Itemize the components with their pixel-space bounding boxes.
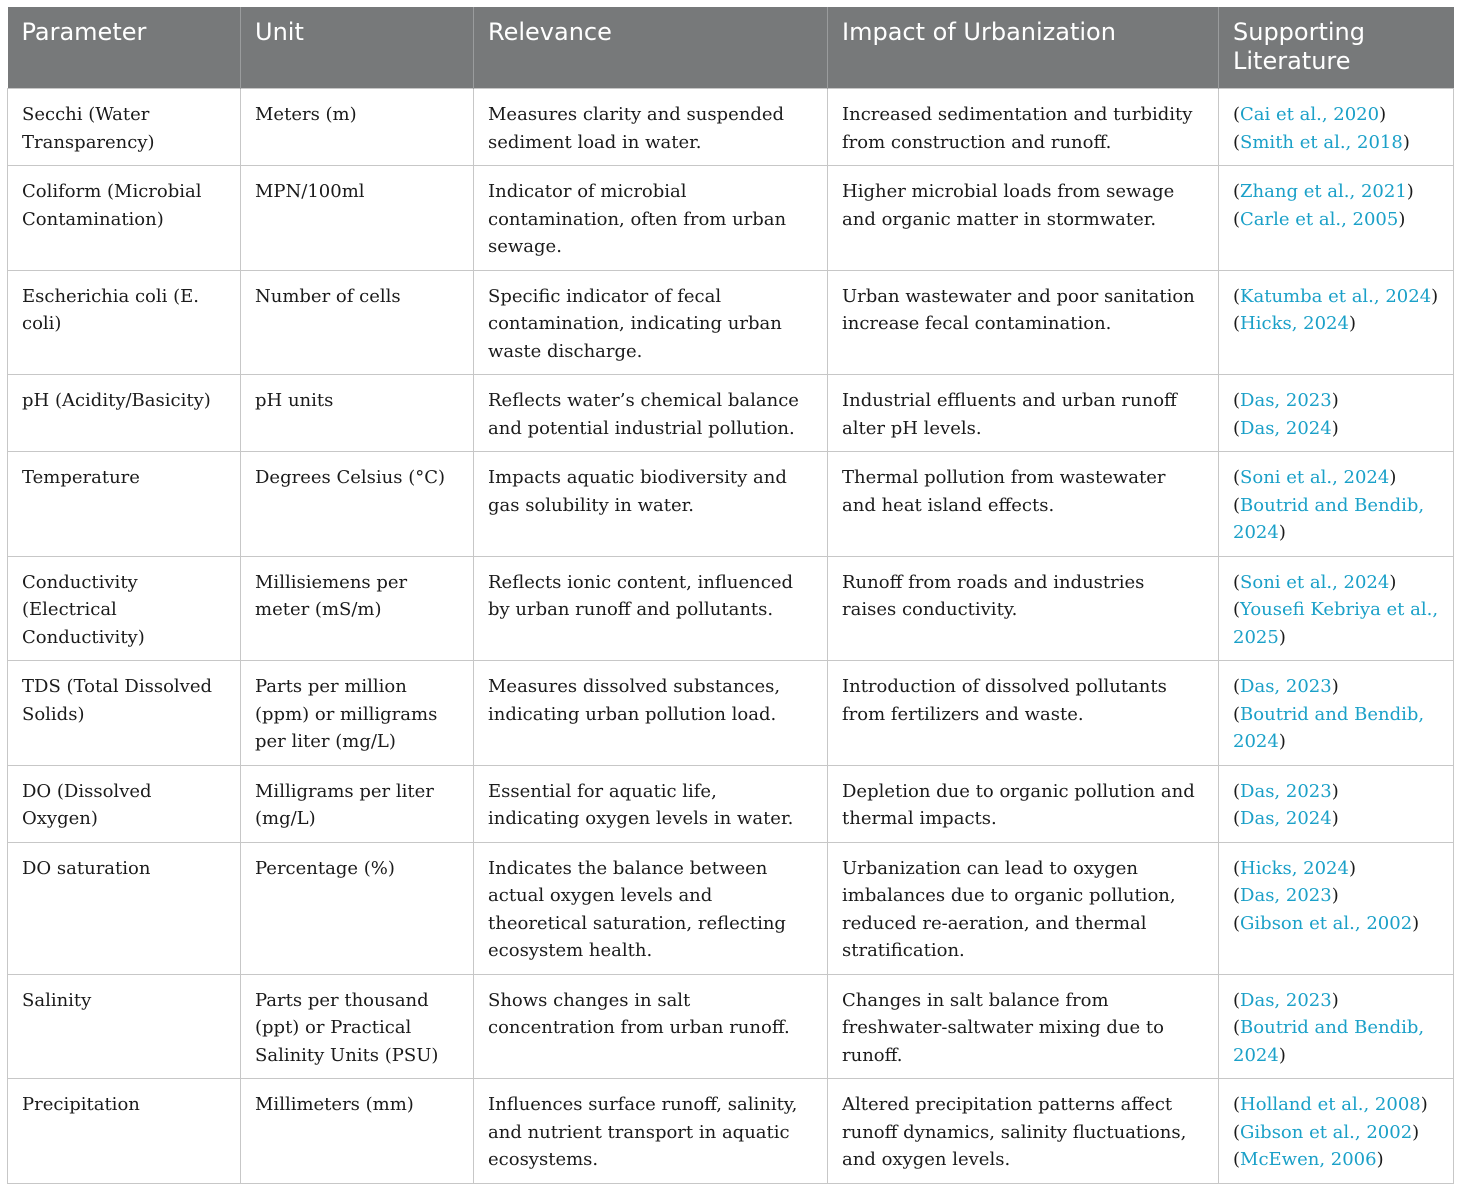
- relevance-cell: Essential for aquatic life, indicating oxygen levels in water.: [474, 765, 828, 842]
- impact-cell: Higher microbial loads from sewage and organic matter in stormwater.: [828, 166, 1219, 271]
- impact-cell: Urbanization can lead to oxygen imbalances due to organic pollution, reduced re-aeration, and thermal stratification.: [828, 842, 1219, 974]
- citation-link[interactable]: Soni et al., 2024: [1240, 467, 1390, 488]
- literature-cell: (Das, 2023) (Das, 2024): [1219, 765, 1454, 842]
- unit-cell: Milligrams per liter (mg/L): [241, 765, 474, 842]
- relevance-cell: Reflects ionic content, influenced by urban runoff and pollutants.: [474, 556, 828, 661]
- citation-link[interactable]: Katumba et al., 2024: [1240, 285, 1432, 307]
- header-impact: Impact of Urbanization: [828, 7, 1219, 89]
- citation-link[interactable]: Das, 2023: [1240, 780, 1332, 802]
- unit-cell: MPN/100ml: [241, 166, 474, 271]
- relevance-cell: Measures dissolved substances, indicating urban pollution load.: [474, 661, 828, 766]
- impact-cell: Increased sedimentation and turbidity from construction and runoff.: [828, 89, 1219, 166]
- literature-cell: (Holland et al., 2008) (Gibson et al., 2002) (McEwen, 2006): [1219, 1079, 1454, 1184]
- impact-cell: Thermal pollution from wastewater and heat island effects.: [828, 452, 1219, 557]
- relevance-cell: Reflects water’s chemical balance and potential industrial pollution.: [474, 375, 828, 452]
- unit-cell: Parts per thousand (ppt) or Practical Salinity Units (PSU): [241, 974, 474, 1079]
- citation-link[interactable]: Das, 2023: [1240, 676, 1332, 697]
- parameter-cell: DO (Dissolved Oxygen): [8, 765, 241, 842]
- relevance-cell: Indicator of microbial contamination, often from urban sewage.: [474, 166, 828, 271]
- unit-cell: Number of cells: [241, 270, 474, 375]
- impact-cell: Introduction of dissolved pollutants from fertilizers and waste.: [828, 661, 1219, 766]
- literature-cell: (Zhang et al., 2021) (Carle et al., 2005): [1219, 166, 1454, 271]
- literature-cell: (Das, 2023) (Boutrid and Bendib, 2024): [1219, 974, 1454, 1079]
- literature-cell: (Hicks, 2024) (Das, 2023) (Gibson et al., 2002): [1219, 842, 1454, 974]
- table-row: [8, 452, 1454, 557]
- table-row: [8, 89, 1454, 166]
- header-parameter: Parameter: [8, 7, 241, 89]
- parameter-cell: DO saturation: [8, 842, 241, 974]
- unit-cell: Parts per million (ppm) or milligrams per liter (mg/L): [241, 661, 474, 766]
- header-unit: Unit: [241, 7, 474, 89]
- table-row: [8, 1079, 1454, 1184]
- header-literature: Supporting Literature: [1219, 7, 1454, 89]
- citation-link[interactable]: Holland et al., 2008: [1240, 1094, 1421, 1115]
- citation-link[interactable]: Hicks, 2024: [1240, 313, 1349, 334]
- parameter-cell: Escherichia coli (E. coli): [8, 270, 241, 375]
- citation-link[interactable]: Boutrid and Bendib, 2024: [1233, 703, 1425, 752]
- parameter-cell: TDS (Total Dissolved Solids): [8, 661, 241, 766]
- unit-cell: Percentage (%): [241, 842, 474, 974]
- citation-link[interactable]: Cai et al., 2020: [1240, 104, 1380, 125]
- relevance-cell: Impacts aquatic biodiversity and gas solubility in water.: [474, 452, 828, 557]
- citation-link[interactable]: Zhang et al., 2021: [1240, 181, 1407, 202]
- relevance-cell: Indicates the balance between actual oxygen levels and theoretical saturation, reflecting ecosystem health.: [474, 842, 828, 974]
- parameter-cell: Coliform (Microbial Contamination): [8, 166, 241, 271]
- table-row: [8, 375, 1454, 452]
- literature-cell: (Das, 2023) (Boutrid and Bendib, 2024): [1219, 661, 1454, 766]
- header-row: [8, 7, 1454, 89]
- table-row: [8, 974, 1454, 1079]
- citation-link[interactable]: Das, 2024: [1240, 808, 1332, 829]
- literature-cell: (Cai et al., 2020) (Smith et al., 2018): [1219, 89, 1454, 166]
- impact-cell: Urban wastewater and poor sanitation increase fecal contamination.: [828, 270, 1219, 375]
- table-row: [8, 166, 1454, 271]
- citation-link[interactable]: Boutrid and Bendib, 2024: [1233, 1017, 1425, 1066]
- parameter-cell: Precipitation: [8, 1079, 241, 1184]
- unit-cell: Degrees Celsius (°C): [241, 452, 474, 557]
- citation-link[interactable]: Das, 2024: [1240, 417, 1332, 439]
- citation-link[interactable]: Yousefi Kebriya et al., 2025: [1233, 599, 1439, 648]
- parameter-cell: Salinity: [8, 974, 241, 1079]
- parameter-cell: Temperature: [8, 452, 241, 557]
- literature-cell: (Soni et al., 2024) (Boutrid and Bendib, 2024): [1219, 452, 1454, 557]
- table-row: [8, 765, 1454, 842]
- impact-cell: Changes in salt balance from freshwater-saltwater mixing due to runoff.: [828, 974, 1219, 1079]
- impact-cell: Altered precipitation patterns affect runoff dynamics, salinity fluctuations, and oxygen levels.: [828, 1079, 1219, 1184]
- citation-link[interactable]: Das, 2023: [1240, 989, 1332, 1011]
- citation-link[interactable]: Das, 2023: [1240, 885, 1332, 906]
- table-row: [8, 556, 1454, 661]
- relevance-cell: Influences surface runoff, salinity, and nutrient transport in aquatic ecosystems.: [474, 1079, 828, 1184]
- parameter-cell: Secchi (Water Transparency): [8, 89, 241, 166]
- literature-cell: (Soni et al., 2024) (Yousefi Kebriya et al., 2025): [1219, 556, 1454, 661]
- literature-cell: (Das, 2023) (Das, 2024): [1219, 375, 1454, 452]
- unit-cell: Millimeters (mm): [241, 1079, 474, 1184]
- literature-cell: (Katumba et al., 2024) (Hicks, 2024): [1219, 270, 1454, 375]
- parameter-cell: pH (Acidity/Basicity): [8, 375, 241, 452]
- citation-link[interactable]: Boutrid and Bendib, 2024: [1233, 494, 1425, 543]
- table-row: [8, 842, 1454, 974]
- impact-cell: Runoff from roads and industries raises conductivity.: [828, 556, 1219, 661]
- citation-link[interactable]: Das, 2023: [1240, 390, 1332, 411]
- unit-cell: pH units: [241, 375, 474, 452]
- header-relevance: Relevance: [474, 7, 828, 89]
- parameter-cell: Conductivity (Electrical Conductivity): [8, 556, 241, 661]
- relevance-cell: Shows changes in salt concentration from urban runoff.: [474, 974, 828, 1079]
- table-row: [8, 270, 1454, 375]
- relevance-cell: Specific indicator of fecal contamination, indicating urban waste discharge.: [474, 270, 828, 375]
- citation-link[interactable]: McEwen, 2006: [1240, 1149, 1377, 1170]
- impact-cell: Industrial effluents and urban runoff alter pH levels.: [828, 375, 1219, 452]
- unit-cell: Meters (m): [241, 89, 474, 166]
- impact-cell: Depletion due to organic pollution and thermal impacts.: [828, 765, 1219, 842]
- table-body: [8, 89, 1454, 1184]
- citation-link[interactable]: Hicks, 2024: [1240, 857, 1349, 879]
- citation-link[interactable]: Carle et al., 2005: [1240, 208, 1399, 230]
- unit-cell: Millisiemens per meter (mS/m): [241, 556, 474, 661]
- citation-link[interactable]: Smith et al., 2018: [1240, 131, 1403, 153]
- relevance-cell: Measures clarity and suspended sediment load in water.: [474, 89, 828, 166]
- citation-link[interactable]: Gibson et al., 2002: [1240, 912, 1413, 934]
- parameters-table: [7, 7, 1454, 1184]
- table-row: [8, 661, 1454, 766]
- citation-link[interactable]: Soni et al., 2024: [1240, 571, 1390, 593]
- citation-link[interactable]: Gibson et al., 2002: [1240, 1121, 1413, 1143]
